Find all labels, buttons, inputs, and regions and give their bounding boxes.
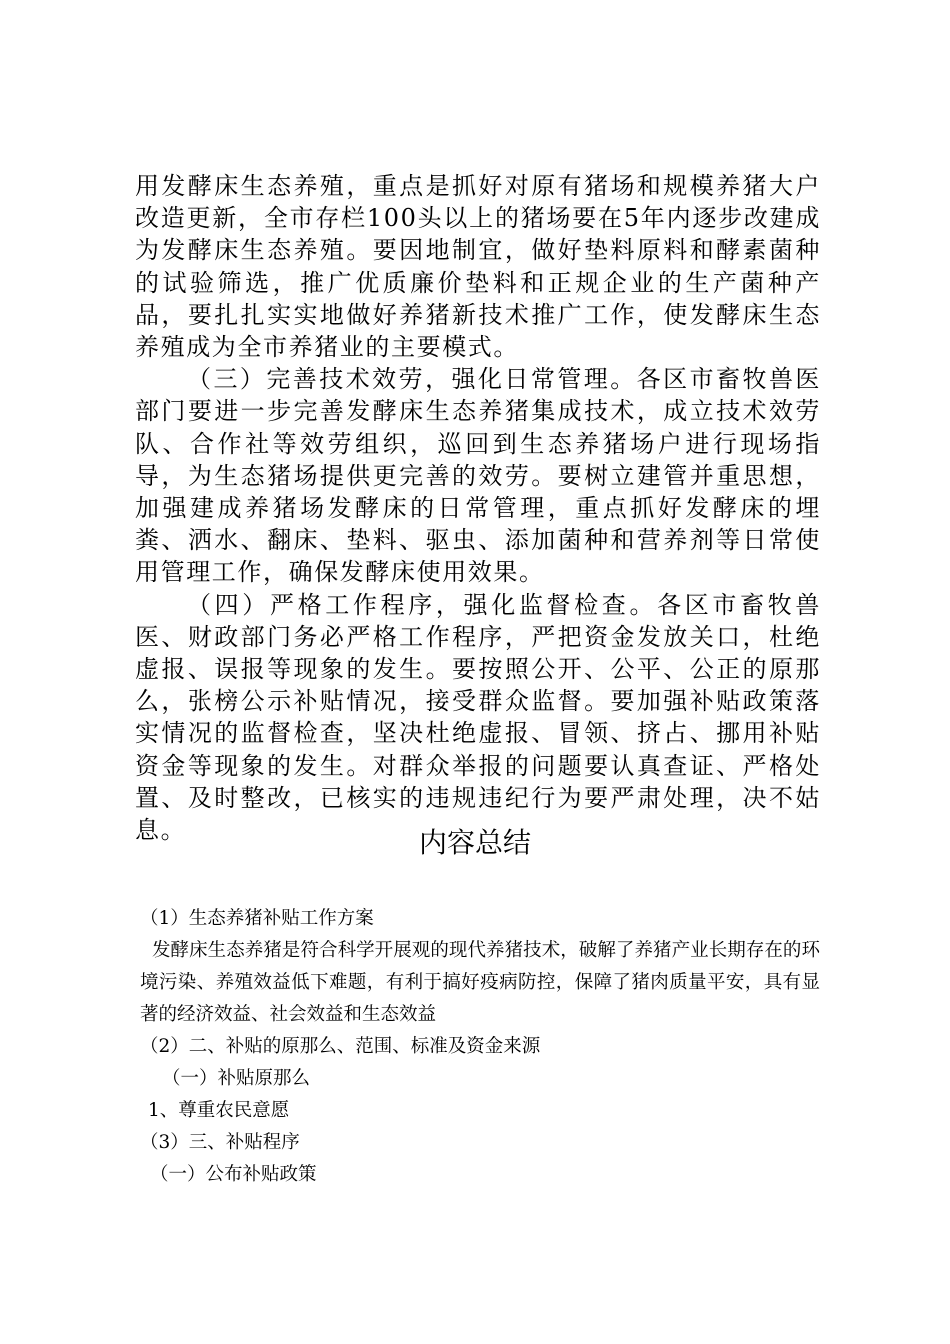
summary-section <box>140 903 820 1191</box>
paragraph-3: （四）严格工作程序，强化监督检查。各区市畜牧兽医、财政部门务必严格工作程序，严把资金发放关口，杜绝虚报、误报等现象的发生。要按照公开、公平、公正的原那么，张榜公示补贴情况，接受群众监督。要加强补贴政策落实情况的监督检查，坚决杜绝虚报、冒领、挤占、挪用补贴资金等现象的发生。对群众举报的问题要认真查证、严格处置、及时整改，已核实的违规违纪行为要严肃处理，决不姑息。 <box>135 590 821 845</box>
paragraph-2: （三）完善技术效劳，强化日常管理。各区市畜牧兽医部门要进一步完善发酵床生态养猪集成技术，成立技术效劳队、合作社等效劳组织，巡回到生态养猪场户进行现场指导，为生态猪场提供更完善的效劳。要树立建管并重思想，加强建成养猪场发酵床的日常管理，重点抓好发酵床的埋粪、洒水、翻床、垫料、驱虫、添加菌种和营养剂等日常使用管理工作，确保发酵床使用效果。 <box>135 365 821 587</box>
summary-item-3-sub: （一）公布补贴政策 <box>150 1164 317 1185</box>
summary-title: 内容总结 <box>418 826 531 859</box>
summary-item-1: （1）生态养猪补贴工作方案 <box>140 908 374 929</box>
summary-item-3: （3）三、补贴程序 <box>140 1132 300 1153</box>
summary-item-2-sub: （一）补贴原那么 <box>162 1068 311 1089</box>
summary-item-1-text: 发酵床生态养猪是符合科学开展观的现代养猪技术，破解了养猪产业长期存在的环境污染、养殖效益低下难题，有利于搞好疫病防控，保障了猪肉质量平安，具有显著的经济效益、社会效益和生态效益 <box>140 940 820 1025</box>
summary-item-2: （2）二、补贴的原那么、范围、标准及资金来源 <box>140 1036 541 1057</box>
paragraph-1: 用发酵床生态养殖，重点是抓好对原有猪场和规模养猪大户改造更新，全市存栏100头以上的猪场要在5年内逐步改建成为发酵床生态养殖。要因地制宜，做好垫料原料和酵素菌种的试验筛选，推广优质廉价垫料和正规企业的生产菌种产品，要扎扎实实地做好养猪新技术推广工作，使发酵床生态养殖成为全市养猪业的主要模式。 <box>135 172 821 362</box>
summary-item-2-sub2: 1、尊重农民意愿 <box>148 1100 290 1121</box>
body-text <box>135 170 821 846</box>
